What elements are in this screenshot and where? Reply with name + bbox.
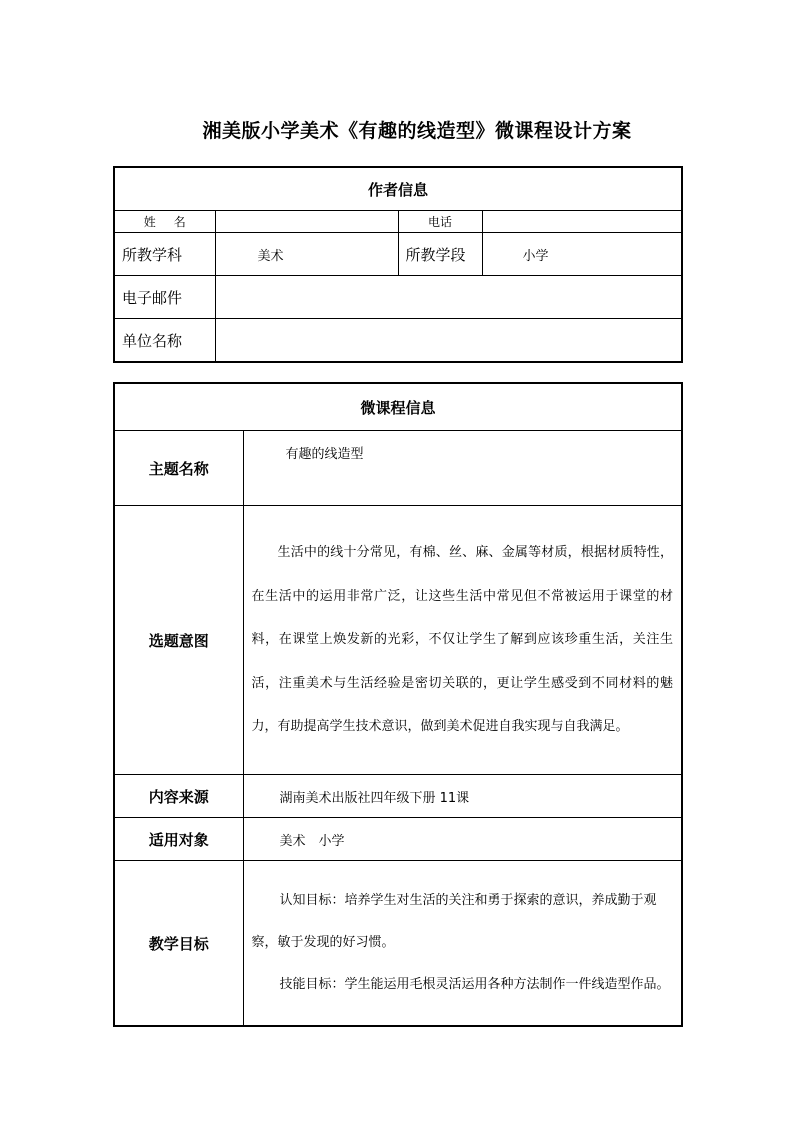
goal-cell — [243, 861, 682, 1027]
intent-label: 选题意图 — [114, 506, 243, 775]
goal-skill: 技能目标：学生能运用毛根灵活运用各种方法制作一件线造型作品。 — [279, 977, 670, 992]
document-title: 湘美版小学美术《有趣的线造型》微课程设计方案 — [202, 120, 632, 142]
audience-label: 适用对象 — [114, 818, 243, 861]
goal-cognitive: 认知目标：培养学生对生活的关注和勇于探索的意识，养成勤于观察，敏于发现的好习惯。 — [251, 893, 657, 950]
email-label: 电子邮件 — [114, 276, 215, 319]
unit-value — [215, 319, 682, 363]
topic-label: 主题名称 — [114, 431, 243, 506]
subject-value: 美术 — [215, 233, 398, 276]
intent-text: 生活中的线十分常见，有棉、丝、麻、金属等材质，根据材质特性，在生活中的运用非常广泛，让这些生活中常见但不常被运用于课堂的材料，在课堂上焕发新的光彩，不仅让学生了解到应该珍重生活，关注生活，注重美术与生活经验是密切关联的，更让学生感受到不同材料的魅力，有助提高学生技术意识，做到美术促进自我实现与自我满足。 — [251, 545, 674, 735]
email-value — [215, 276, 682, 319]
source-label: 内容来源 — [114, 775, 243, 818]
unit-label: 单位名称 — [114, 319, 215, 363]
name-value — [215, 211, 398, 233]
stage-label: 所教学段 — [398, 233, 482, 276]
stage-value: 小学 — [482, 233, 682, 276]
intent-cell — [243, 506, 682, 775]
subject-label: 所教学科 — [114, 233, 215, 276]
course-info-table — [113, 382, 683, 1027]
audience-value: 美术 小学 — [243, 818, 682, 861]
author-info-table — [113, 166, 683, 363]
phone-value — [482, 211, 682, 233]
name-label: 姓名 — [114, 211, 215, 233]
phone-label: 电话 — [398, 211, 482, 233]
source-value: 湖南美术出版社四年级下册 11课 — [243, 775, 682, 818]
goal-label: 教学目标 — [114, 861, 243, 1027]
author-info-header: 作者信息 — [114, 167, 682, 211]
topic-value: 有趣的线造型 — [243, 431, 682, 506]
course-info-header: 微课程信息 — [114, 383, 682, 431]
